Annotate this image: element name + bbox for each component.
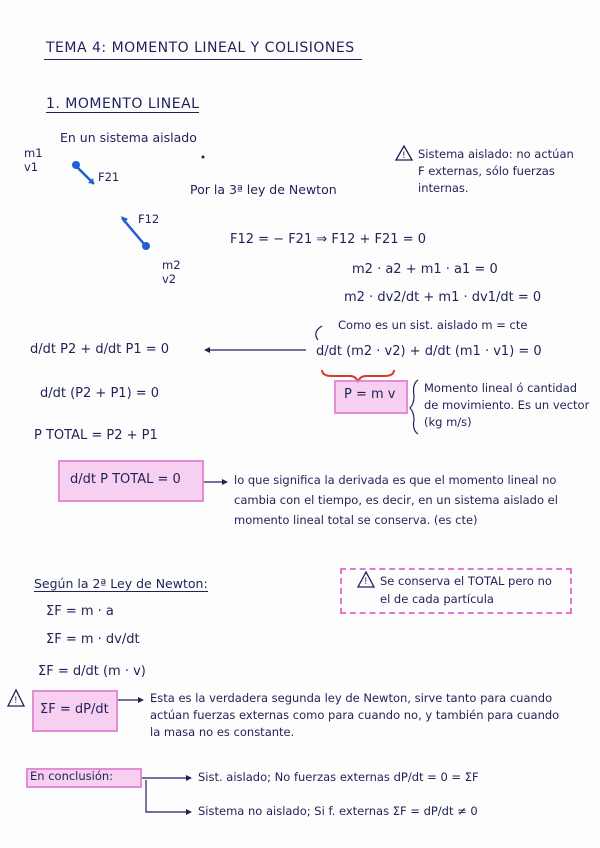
svg-text:!: !	[402, 151, 406, 161]
momentum-def: P = m v	[344, 387, 396, 402]
warning-isolated-note: Sistema aislado: no actúan F externas, sólo fuerzas internas.	[418, 147, 574, 195]
left-eq-3: P TOTAL = P2 + P1	[34, 428, 158, 443]
hook-arrow	[316, 326, 322, 340]
svg-text:!: !	[14, 696, 18, 706]
second-law-eq-boxed: ΣF = dP/dt	[40, 702, 109, 717]
m1-label: m1	[24, 146, 43, 160]
svg-text:!: !	[364, 577, 368, 587]
eq-derivative-sum: d/dt (m2 · v2) + d/dt (m1 · v1) = 0	[316, 344, 542, 359]
page-title: TEMA 4: MOMENTO LINEAL Y COLISIONES	[46, 40, 355, 56]
since-isolated: Como es un sist. aislado m = cte	[338, 318, 528, 332]
meaning-text: lo que significa la derivada es que el momento lineal no cambia con el tiempo, es decir, en un sistema aislado el momento lineal total se conserva. (es cte)	[234, 473, 558, 527]
m2-label: m2	[162, 258, 181, 272]
isolated-system-label: En un sistema aislado	[60, 130, 197, 145]
second-law-eq-b: ΣF = m · dv/dt	[46, 632, 140, 647]
arrow-second-law-head	[138, 697, 144, 703]
momentum-desc: Momento lineal ó cantidad de movimiento. Es un vector (kg m/s)	[424, 381, 590, 429]
conclusion-arrow-bottom-head	[186, 809, 192, 815]
second-law-eq-a: ΣF = m · a	[46, 604, 114, 619]
decor-dot	[202, 156, 205, 159]
eq-masses-acc: m2 · a2 + m1 · a1 = 0	[352, 262, 498, 277]
left-eq-2: d/dt (P2 + P1) = 0	[40, 386, 160, 401]
warning-total-text: Se conserva el TOTAL pero no el de cada partícula	[380, 574, 552, 606]
conclusion-label: En conclusión:	[30, 769, 114, 783]
f12-label: F12	[138, 212, 160, 226]
section-heading: 1. MOMENTO LINEAL	[46, 96, 200, 112]
conclusion-arrow-top-head	[186, 775, 192, 781]
left-eq-4-boxed: d/dt P TOTAL = 0	[70, 472, 181, 487]
second-law-explanation: Esta es la verdadera segunda ley de Newton, sirve tanto para cuando actúan fuerzas externas como para cuando no, y también para cuando la masa no es constante.	[150, 691, 560, 739]
conclusion-not-isolated: Sistema no aislado; Si f. externas ΣF = dP/dt ≠ 0	[198, 804, 478, 818]
arrow-to-left-head	[204, 347, 210, 353]
v2-label: v2	[162, 272, 177, 286]
second-law-heading: Según la 2ª Ley de Newton:	[34, 576, 208, 591]
conclusion-isolated: Sist. aislado; No fuerzas externas dP/dt = 0 = ΣF	[198, 770, 479, 784]
left-eq-1: d/dt P2 + d/dt P1 = 0	[30, 342, 170, 357]
eq-third-law: F12 = − F21 ⇒ F12 + F21 = 0	[230, 232, 427, 247]
v1-label: v1	[24, 160, 39, 174]
eq-masses-dv: m2 · dv2/dt + m1 · dv1/dt = 0	[344, 290, 542, 305]
third-law-intro: Por la 3ª ley de Newton	[190, 182, 337, 197]
f21-label: F21	[98, 170, 120, 184]
arrow-to-meaning-head	[222, 479, 228, 485]
second-law-eq-c: ΣF = d/dt (m · v)	[38, 664, 146, 679]
momentum-brace	[410, 380, 418, 434]
conclusion-branch	[146, 780, 190, 812]
